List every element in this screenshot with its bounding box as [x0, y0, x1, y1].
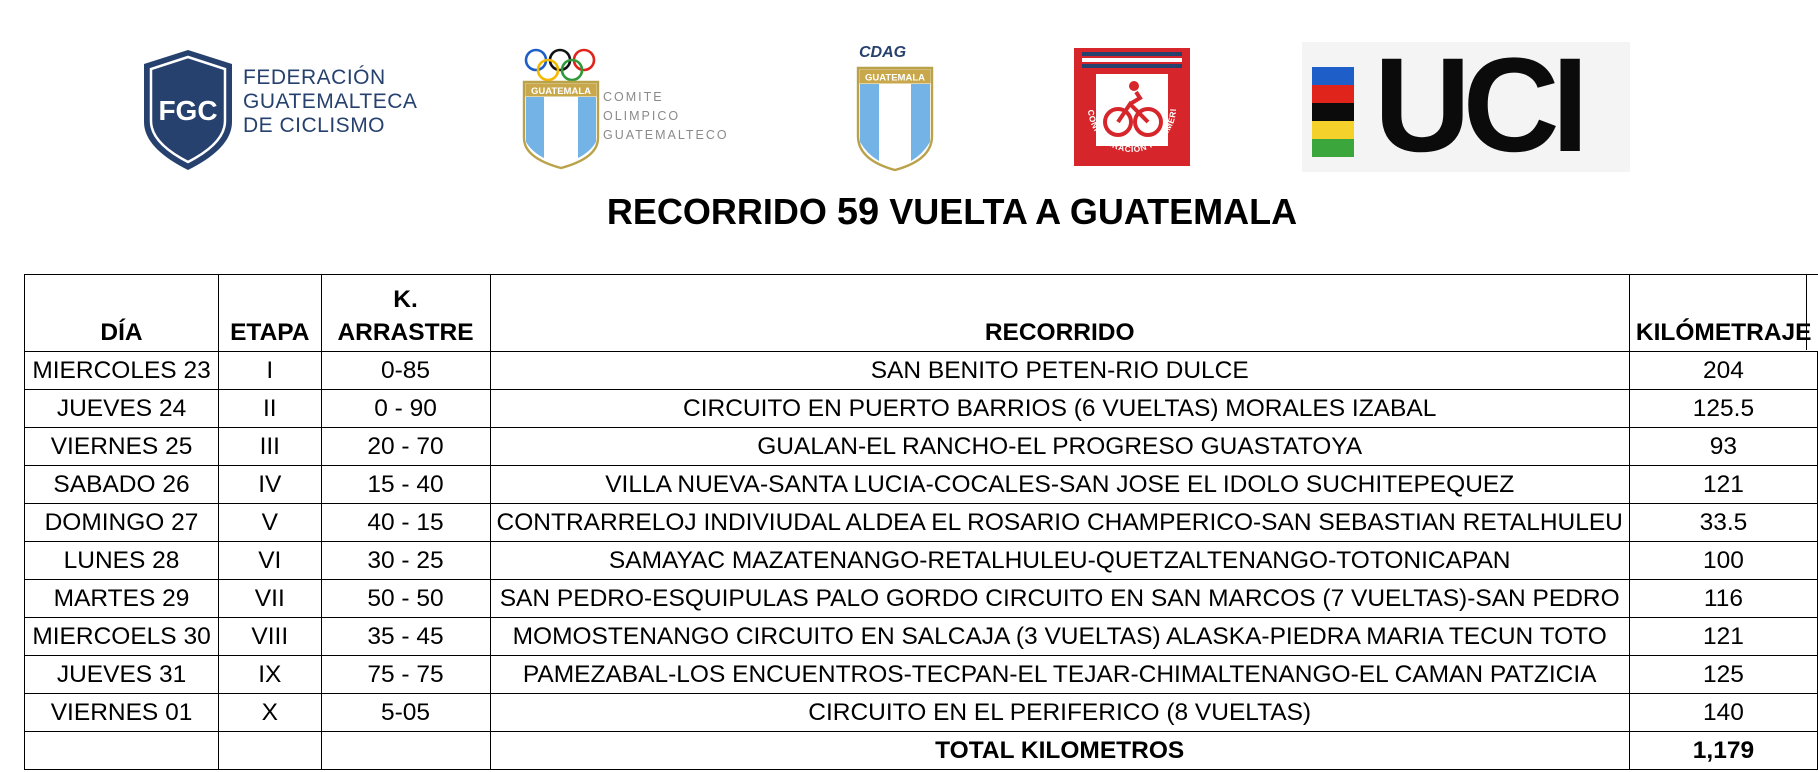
fgc-line: FEDERACIÓN — [243, 66, 386, 89]
total-label: TOTAL KILOMETROS — [490, 732, 1629, 770]
table-header-row — [25, 275, 1818, 352]
table-row — [25, 466, 1818, 504]
cell-km: 121 — [1629, 466, 1817, 504]
cell-empty — [25, 732, 219, 770]
cell-km: 100 — [1629, 542, 1817, 580]
cog-shield-text: GUATEMALA — [531, 86, 591, 97]
cell-arrastre: 15 - 40 — [321, 466, 490, 504]
page-title — [0, 191, 1818, 234]
cell-arrastre: 30 - 25 — [321, 542, 490, 580]
table-row — [25, 428, 1818, 466]
title-suffix: VUELTA A GUATEMALA — [889, 191, 1298, 232]
cell-arrastre: 0-85 — [321, 352, 490, 390]
copaci-ring-text: CONFEDERACION PANAMERI — [1085, 108, 1179, 155]
cell-dia: MIERCOELS 30 — [25, 618, 219, 656]
header-dia: DÍA — [25, 275, 219, 352]
cell-arrastre: 50 - 50 — [321, 580, 490, 618]
cell-etapa: III — [219, 428, 321, 466]
cell-recorrido: GUALAN-EL RANCHO-EL PROGRESO GUASTATOYA — [490, 428, 1629, 466]
cell-etapa: I — [219, 352, 321, 390]
header-kilometraje: KILÓMETRAJE — [1629, 275, 1817, 352]
cell-km: 121 — [1629, 618, 1817, 656]
fgc-logo — [138, 48, 428, 173]
table-body — [25, 352, 1818, 770]
cell-recorrido: CIRCUITO EN EL PERIFERICO (8 VUELTAS) — [490, 694, 1629, 732]
cell-dia: JUEVES 31 — [25, 656, 219, 694]
table-row — [25, 656, 1818, 694]
cell-arrastre: 0 - 90 — [321, 390, 490, 428]
title-edition-number: 59 — [836, 191, 880, 233]
fgc-shield-icon — [138, 48, 238, 172]
cell-etapa: VI — [219, 542, 321, 580]
cell-recorrido: SAN BENITO PETEN-RIO DULCE — [490, 352, 1629, 390]
table-row — [25, 504, 1818, 542]
cell-arrastre: 20 - 70 — [321, 428, 490, 466]
cog-wordmark — [603, 88, 729, 145]
uci-rainbow-stripes — [1312, 67, 1354, 157]
fgc-line: GUATEMALTECA — [243, 90, 418, 113]
cell-dia: MIERCOLES 23 — [25, 352, 219, 390]
uci-stripe — [1312, 67, 1354, 85]
cell-dia: DOMINGO 27 — [25, 504, 219, 542]
table-edge-line — [1806, 274, 1807, 350]
route-table — [24, 274, 1818, 770]
cell-dia: VIERNES 25 — [25, 428, 219, 466]
table-row — [25, 618, 1818, 656]
cell-dia: VIERNES 01 — [25, 694, 219, 732]
cell-km: 116 — [1629, 580, 1817, 618]
uci-stripe — [1312, 103, 1354, 121]
title-prefix: RECORRIDO — [606, 191, 827, 232]
cell-arrastre: 40 - 15 — [321, 504, 490, 542]
cell-km: 204 — [1629, 352, 1817, 390]
cell-recorrido: CONTRARRELOJ INDIVIUDAL ALDEA EL ROSARIO CHAMPERICO-SAN SEBASTIAN RETALHULEU — [490, 504, 1629, 542]
olympic-rings-shield-icon — [520, 46, 602, 170]
cell-recorrido: SAN PEDRO-ESQUIPULAS PALO GORDO CIRCUITO EN SAN MARCOS (7 VUELTAS)-SAN PEDRO — [490, 580, 1629, 618]
cell-dia: MARTES 29 — [25, 580, 219, 618]
header-arrastre — [321, 275, 490, 352]
cell-dia: LUNES 28 — [25, 542, 219, 580]
fgc-line: DE CICLISMO — [243, 114, 386, 137]
copaci-logo — [1074, 48, 1190, 166]
fgc-wordmark — [243, 66, 417, 138]
cell-etapa: IX — [219, 656, 321, 694]
cog-line: COMITE — [603, 90, 664, 104]
cell-empty — [321, 732, 490, 770]
cell-km: 33.5 — [1629, 504, 1817, 542]
cog-line: OLIMPICO — [603, 109, 681, 123]
cell-recorrido: MOMOSTENANGO CIRCUITO EN SALCAJA (3 VUELTAS) ALASKA-PIEDRA MARIA TECUN TOTO — [490, 618, 1629, 656]
cell-arrastre: 35 - 45 — [321, 618, 490, 656]
table-row — [25, 580, 1818, 618]
uci-wordmark: UCI — [1374, 31, 1581, 180]
table-row — [25, 390, 1818, 428]
uci-logo — [1302, 31, 1630, 180]
logo-bar — [0, 0, 1818, 185]
cell-empty — [219, 732, 321, 770]
cell-arrastre: 5-05 — [321, 694, 490, 732]
cog-logo — [520, 46, 729, 171]
cell-dia: SABADO 26 — [25, 466, 219, 504]
total-km: 1,179 — [1629, 732, 1817, 770]
header-arrastre-line: ARRASTRE — [337, 319, 474, 346]
cell-km: 93 — [1629, 428, 1817, 466]
cell-recorrido: VILLA NUEVA-SANTA LUCIA-COCALES-SAN JOSE EL IDOLO SUCHITEPEQUEZ — [490, 466, 1629, 504]
total-row — [25, 732, 1818, 770]
cell-etapa: V — [219, 504, 321, 542]
cell-etapa: II — [219, 390, 321, 428]
cell-recorrido: SAMAYAC MAZATENANGO-RETALHULEU-QUETZALTENANGO-TOTONICAPAN — [490, 542, 1629, 580]
cell-etapa: IV — [219, 466, 321, 504]
fgc-mark-text: FGC — [158, 95, 218, 126]
table-row — [25, 352, 1818, 390]
uci-stripe — [1312, 121, 1354, 139]
copaci-cyclist-icon — [1074, 48, 1190, 166]
header-etapa: ETAPA — [219, 275, 321, 352]
cell-recorrido: PAMEZABAL-LOS ENCUENTROS-TECPAN-EL TEJAR-CHIMALTENANGO-EL CAMAN PATZICIA — [490, 656, 1629, 694]
cell-recorrido: CIRCUITO EN PUERTO BARRIOS (6 VUELTAS) MORALES IZABAL — [490, 390, 1629, 428]
cdag-shield-text: GUATEMALA — [865, 72, 925, 84]
table-row — [25, 694, 1818, 732]
uci-stripe — [1312, 85, 1354, 103]
cdag-logo — [855, 44, 937, 172]
cell-etapa: X — [219, 694, 321, 732]
header-recorrido: RECORRIDO — [490, 275, 1629, 352]
cell-etapa: VIII — [219, 618, 321, 656]
table-row — [25, 542, 1818, 580]
cell-dia: JUEVES 24 — [25, 390, 219, 428]
cell-etapa: VII — [219, 580, 321, 618]
cell-km: 140 — [1629, 694, 1817, 732]
cog-line: GUATEMALTECO — [603, 128, 729, 142]
cell-arrastre: 75 - 75 — [321, 656, 490, 694]
cdag-top-text: CDAG — [859, 44, 907, 61]
cell-km: 125.5 — [1629, 390, 1817, 428]
cell-km: 125 — [1629, 656, 1817, 694]
header-arrastre-line: K. — [393, 286, 418, 313]
uci-stripe — [1312, 139, 1354, 157]
cdag-shield-icon — [855, 66, 935, 172]
